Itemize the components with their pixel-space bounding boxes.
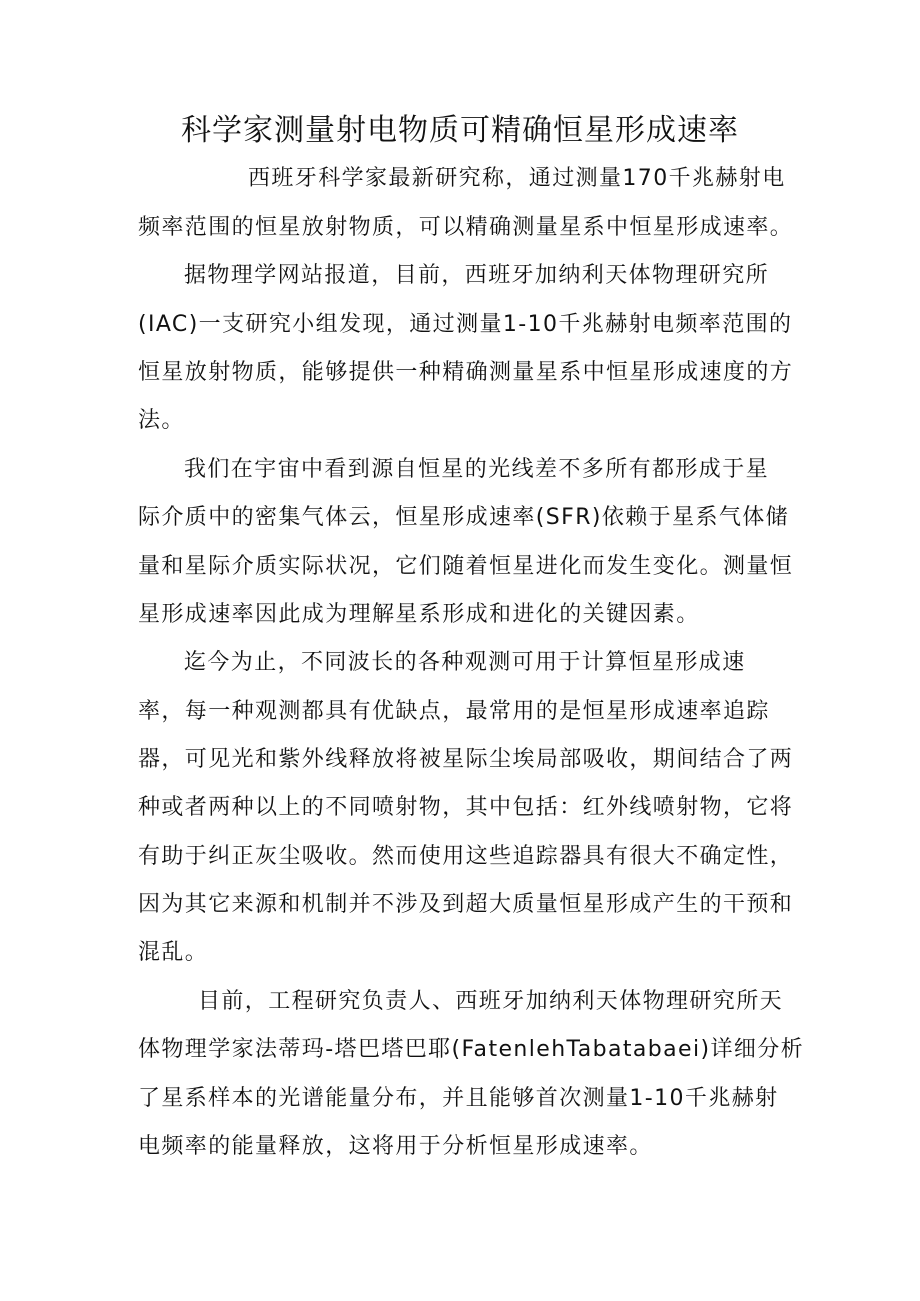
document-title: 科学家测量射电物质可精确恒星形成速率 (181, 113, 739, 148)
paragraph-4-line-2: 率，每一种观测都具有优缺点，最常用的是恒星形成速率追踪 (138, 699, 770, 724)
paragraph-4-line-6: 因为其它来源和机制并不涉及到超大质量恒星形成产生的干预和 (138, 892, 794, 917)
paragraph-3-line-4: 星形成速率因此成为理解星系形成和进化的关键因素。 (138, 602, 700, 627)
paragraph-5-line-2: 体物理学家法蒂玛-塔巴塔巴耶(FatenlehTabatabaei)详细分析 (138, 1037, 805, 1062)
paragraph-4-line-4: 种或者两种以上的不同喷射物，其中包括：红外线喷射物，它将 (138, 795, 794, 820)
paragraph-3-line-3: 量和星际介质实际状况，它们随着恒星进化而发生变化。测量恒 (138, 554, 794, 579)
paragraph-4-line-3: 器，可见光和紫外线释放将被星际尘埃局部吸收，期间结合了两 (138, 747, 794, 772)
paragraph-1-line-1: 西班牙科学家最新研究称，通过测量170千兆赫射电 (248, 166, 786, 191)
paragraph-2-line-1: 据物理学网站报道，目前，西班牙加纳利天体物理研究所 (184, 263, 770, 288)
paragraph-2-line-2: (IAC)一支研究小组发现，通过测量1-10千兆赫射电频率范围的 (138, 312, 793, 337)
paragraph-2-line-4: 法。 (138, 408, 185, 433)
paragraph-4-line-1: 迄今为止，不同波长的各种观测可用于计算恒星形成速 (184, 650, 746, 675)
paragraph-5-line-3: 了星系样本的光谱能量分布，并且能够首次测量1-10千兆赫射 (138, 1086, 779, 1111)
paragraph-2-line-3: 恒星放射物质，能够提供一种精确测量星系中恒星形成速度的方 (138, 360, 794, 385)
paragraph-1-line-2: 频率范围的恒星放射物质，可以精确测量星系中恒星形成速率。 (138, 215, 794, 240)
paragraph-3-line-2: 际介质中的密集气体云，恒星形成速率(SFR)依赖于星系气体储 (138, 505, 790, 530)
paragraph-4-line-5: 有助于纠正灰尘吸收。然而使用这些追踪器具有很大不确定性， (138, 844, 794, 869)
paragraph-5-line-4: 电频率的能量释放，这将用于分析恒星形成速率。 (138, 1134, 653, 1159)
paragraph-5-line-1: 目前，工程研究负责人、西班牙加纳利天体物理研究所天 (198, 989, 784, 1014)
paragraph-4-line-7: 混乱。 (138, 940, 209, 965)
paragraph-3-line-1: 我们在宇宙中看到源自恒星的光线差不多所有都形成于星 (184, 457, 770, 482)
